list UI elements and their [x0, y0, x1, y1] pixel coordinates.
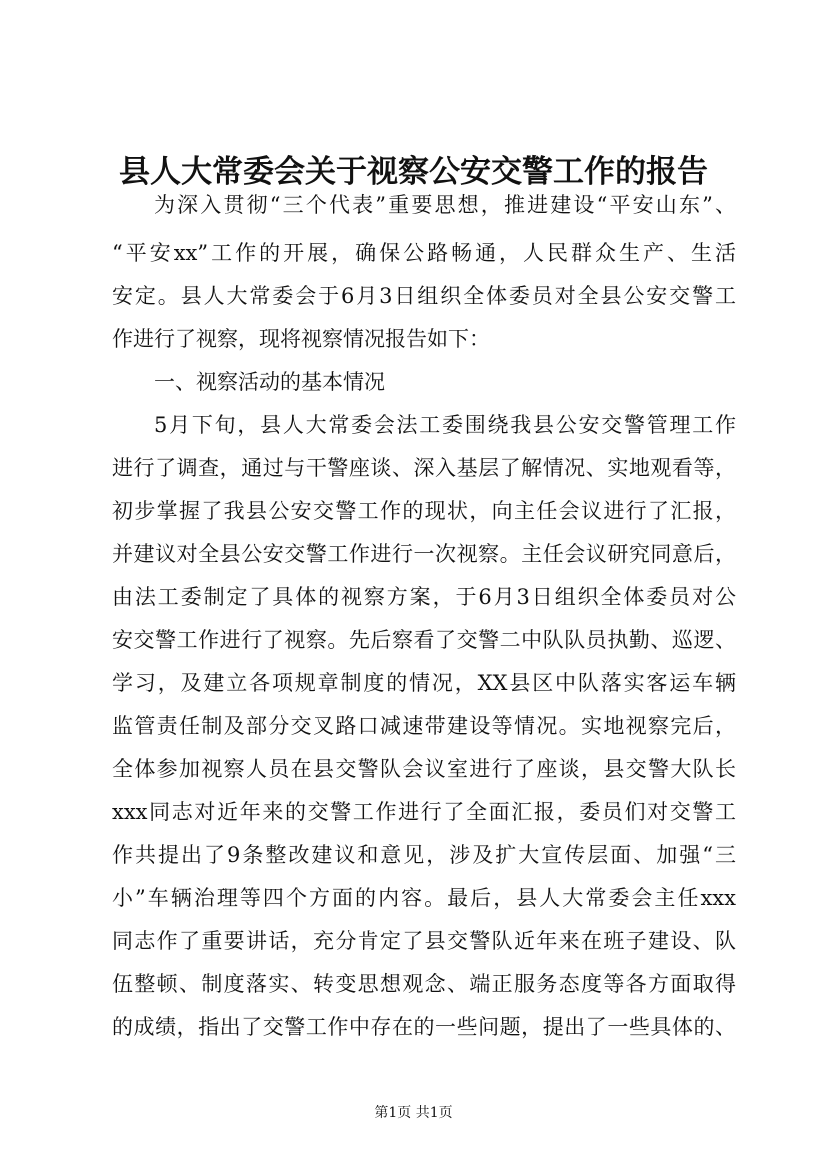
paragraph-line: 全体参加视察人员在县交警队会议室进行了座谈，县交警大队长 — [112, 757, 736, 781]
paragraph-line: 为深入贯彻“三个代表”重要思想，推进建设“平安山东”、 — [154, 193, 736, 217]
paragraph-line: 小”车辆治理等四个方面的内容。最后，县人大常委会主任xxx — [112, 886, 736, 910]
paragraph-line: 并建议对全县公安交警工作进行一次视察。主任会议研究同意后， — [112, 542, 736, 566]
paragraph-line: 5月下旬，县人大常委会法工委围绕我县公安交警管理工作 — [154, 413, 736, 437]
document-title: 县人大常委会关于视察公安交警工作的报告 — [119, 154, 708, 190]
paragraph-line: xxx同志对近年来的交警工作进行了全面汇报，委员们对交警工 — [112, 800, 736, 824]
paragraph-line: 伍整顿、制度落实、转变思想观念、端正服务态度等各方面取得 — [112, 972, 736, 996]
paragraph-line: 作共提出了9条整改建议和意见，涉及扩大宣传层面、加强“三 — [112, 843, 736, 867]
paragraph-line: 安交警工作进行了视察。先后察看了交警二中队队员执勤、巡逻、 — [112, 628, 736, 652]
paragraph-line: 监管责任制及部分交叉路口减速带建设等情况。实地视察完后， — [112, 714, 736, 738]
paragraph-line: 同志作了重要讲话，充分肯定了县交警队近年来在班子建设、队 — [112, 929, 736, 953]
paragraph-line: 的成绩，指出了交警工作中存在的一些问题，提出了一些具体的、 — [112, 1015, 736, 1039]
section-heading: 一、视察活动的基本情况 — [154, 370, 385, 394]
page-number: 第1页 共1页 — [374, 1105, 453, 1121]
paragraph-line: 安定。县人大常委会于6月3日组织全体委员对全县公安交警工 — [112, 284, 736, 308]
paragraph-line: 进行了调查，通过与干警座谈、深入基层了解情况、实地观看等， — [112, 456, 736, 480]
paragraph-line: 作进行了视察，现将视察情况报告如下： — [112, 327, 490, 351]
paragraph-line: 初步掌握了我县公安交警工作的现状，向主任会议进行了汇报， — [112, 499, 736, 523]
paragraph-line: 学习，及建立各项规章制度的情况，XX县区中队落实客运车辆 — [112, 671, 736, 695]
paragraph-line: “平安xx”工作的开展，确保公路畅通，人民群众生产、生活 — [112, 241, 736, 265]
paragraph-line: 由法工委制定了具体的视察方案，于6月3日组织全体委员对公 — [112, 585, 736, 609]
